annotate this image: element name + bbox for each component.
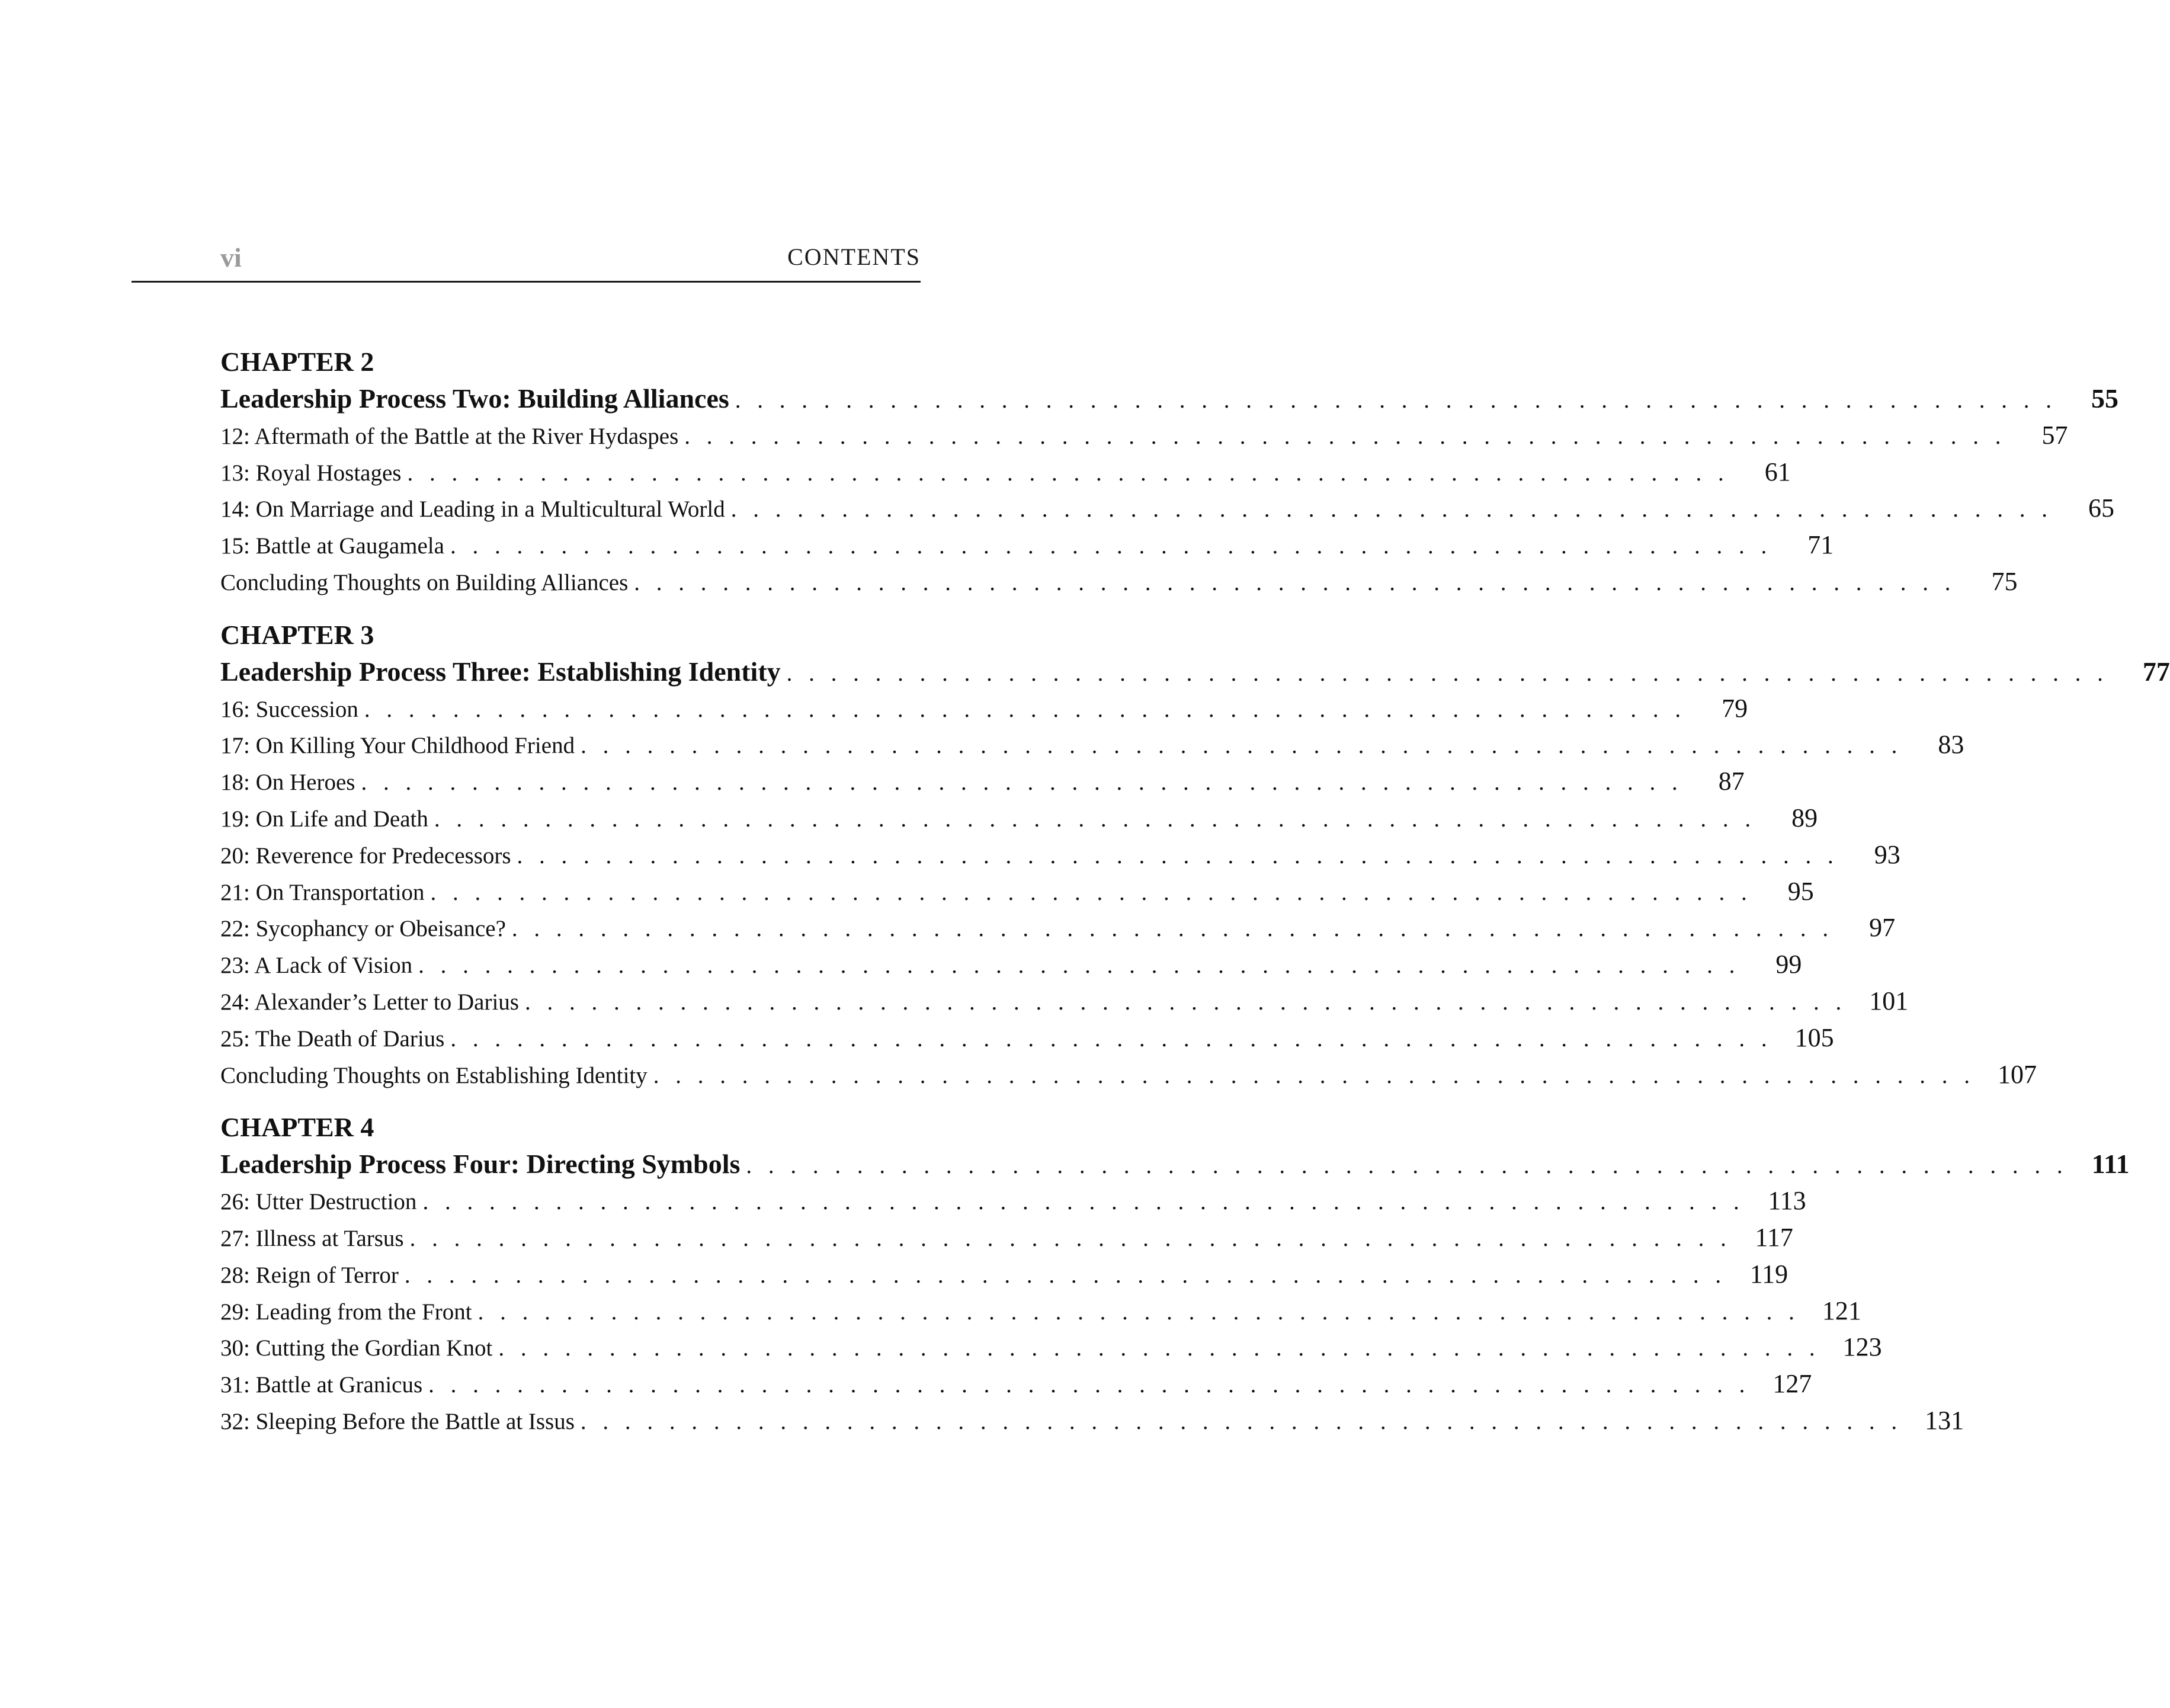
toc-entry[interactable] (220, 1183, 1806, 1219)
entry-title: 32: Sleeping Before the Battle at Issus (220, 1408, 575, 1434)
chapter-title-row[interactable] (220, 653, 2170, 690)
dot-leader: . . . . . . . . . . . . . . . . . . . . . . . . . . . . . . . . . . . . . . . . . . . . . . . . . . . . . . . . . . . . (434, 806, 1756, 832)
entry-title: Concluding Thoughts on Establishing Identity (220, 1062, 648, 1088)
toc-entry[interactable] (220, 1329, 1882, 1366)
dot-leader: . . . . . . . . . . . . . . . . . . . . . . . . . . . . . . . . . . . . . . . . . . . . . . . . . . . . . . . . . . . . (404, 1262, 1727, 1288)
page-number: 61 (1764, 457, 1791, 486)
dot-leader: . . . . . . . . . . . . . . . . . . . . . . . . . . . . . . . . . . . . . . . . . . . . . . . . . . . . . . . . . . . . (422, 1189, 1745, 1215)
page-number: 57 (2041, 420, 2068, 450)
entry-title: 12: Aftermath of the Battle at the River Hydaspes (220, 423, 679, 449)
running-head: CONTENTS (787, 243, 921, 270)
page-number: 71 (1807, 530, 1834, 560)
toc-entry[interactable] (220, 946, 1802, 983)
toc-entry[interactable] (220, 1293, 1861, 1329)
page-number: 117 (1755, 1222, 1793, 1252)
toc-entry[interactable] (220, 454, 1791, 491)
dot-leader: . . . . . . . . . . . . . . . . . . . . . . . . . . . . . . . . . . . . . . . . . . . . . . . . . . . . . . . . . . . . (361, 770, 1683, 796)
dot-leader: . . . . . . . . . . . . . . . . . . . . . . . . . . . . . . . . . . . . . . . . . . . . . . . . . . . . . . . . . . . . (418, 953, 1741, 979)
page-number: 131 (1925, 1405, 1964, 1435)
page-number: 107 (1998, 1059, 2037, 1089)
dot-leader: . . . . . . . . . . . . . . . . . . . . . . . . . . . . . . . . . . . . . . . . . . . . . . . . . . . . . . . . . . . . (428, 1372, 1751, 1398)
entry-title: 30: Cutting the Gordian Knot (220, 1335, 493, 1361)
chapter-4-section (220, 1109, 2130, 1438)
toc-entry[interactable] (220, 1020, 1834, 1056)
entry-title: 15: Battle at Gaugamela (220, 533, 444, 559)
page-number: 75 (1991, 566, 2018, 596)
toc-entry[interactable] (220, 690, 1748, 727)
dot-leader: . . . . . . . . . . . . . . . . . . . . . . . . . . . . . . . . . . . . . . . . . . . . . . . . . . . . . . . . . . . . (409, 1225, 1732, 1251)
dot-leader: . . . . . . . . . . . . . . . . . . . . . . . . . . . . . . . . . . . . . . . . . . . . . . . . . . . . . . . . . . . . (524, 989, 1847, 1015)
chapter-label: CHAPTER 2 (220, 347, 374, 377)
page-number: 101 (1869, 986, 1909, 1015)
dot-leader: . . . . . . . . . . . . . . . . . . . . . . . . . . . . . . . . . . . . . . . . . . . . . . . . . . . . . . . . . . . . (517, 842, 1839, 869)
dot-leader: . . . . . . . . . . . . . . . . . . . . . . . . . . . . . . . . . . . . . . . . . . . . . . . . . . . . . . . . . . . . (580, 1408, 1903, 1434)
entry-title: 17: On Killing Your Childhood Friend (220, 733, 575, 759)
dot-leader: . . . . . . . . . . . . . . . . . . . . . . . . . . . . . . . . . . . . . . . . . . . . . . . . . . . . . . . . . . . . (498, 1335, 1820, 1361)
dot-leader: . . . . . . . . . . . . . . . . . . . . . . . . . . . . . . . . . . . . . . . . . . . . . . . . . . . . . . . . . . . . (364, 696, 1687, 722)
page-number: 93 (1874, 839, 1900, 869)
toc-entry[interactable] (220, 1402, 1964, 1439)
entry-title: 31: Battle at Granicus (220, 1372, 423, 1398)
page-number: 83 (1938, 730, 1964, 760)
toc-entry[interactable] (220, 1256, 1788, 1293)
toc-entry[interactable] (220, 527, 1834, 563)
page-number: 87 (1718, 767, 1745, 796)
toc-entry[interactable] (220, 800, 1818, 837)
page-folio: vi (220, 242, 242, 273)
toc-entry[interactable] (220, 563, 2018, 600)
entry-title: 13: Royal Hostages (220, 460, 402, 486)
page-number: 123 (1842, 1332, 1882, 1362)
entry-title: 28: Reign of Terror (220, 1262, 399, 1288)
chapter-title: Leadership Process Four: Directing Symbols (220, 1149, 741, 1180)
page-number: 89 (1791, 803, 1818, 832)
chapter-title: Leadership Process Three: Establishing Identity (220, 656, 781, 687)
header-rule (132, 281, 921, 283)
toc-entry[interactable] (220, 837, 1900, 873)
chapter-label: CHAPTER 4 (220, 1112, 374, 1143)
chapter-title-row[interactable] (220, 1146, 2130, 1183)
dot-leader: . . . . . . . . . . . . . . . . . . . . . . . . . . . . . . . . . . . . . . . . . . . . . . . . . . . . . . . . . . . . (735, 387, 2057, 413)
entry-title: 18: On Heroes (220, 770, 355, 796)
chapter-title: Leadership Process Two: Building Alliances (220, 383, 729, 414)
dot-leader: . . . . . . . . . . . . . . . . . . . . . . . . . . . . . . . . . . . . . . . . . . . . . . . . . . . . . . . . . . . . (511, 916, 1834, 942)
toc-entry[interactable] (220, 417, 2068, 454)
toc-entry[interactable] (220, 490, 2115, 527)
entry-title: 21: On Transportation (220, 879, 425, 905)
page-header (132, 237, 921, 284)
dot-leader: . . . . . . . . . . . . . . . . . . . . . . . . . . . . . . . . . . . . . . . . . . . . . . . . . . . . . . . . . . . . (786, 660, 2108, 686)
entry-title: 24: Alexander’s Letter to Darius (220, 989, 519, 1015)
entry-title: 19: On Life and Death (220, 806, 428, 832)
dot-leader: . . . . . . . . . . . . . . . . . . . . . . . . . . . . . . . . . . . . . . . . . . . . . . . . . . . . . . . . . . . . (581, 733, 1903, 759)
entry-title: 14: On Marriage and Leading in a Multicultural World (220, 496, 725, 523)
dot-leader: . . . . . . . . . . . . . . . . . . . . . . . . . . . . . . . . . . . . . . . . . . . . . . . . . . . . . . . . . . . . (477, 1299, 1800, 1325)
page-number: 77 (2142, 656, 2170, 687)
entry-title: 25: The Death of Darius (220, 1026, 445, 1052)
dot-leader: . . . . . . . . . . . . . . . . . . . . . . . . . . . . . . . . . . . . . . . . . . . . . . . . . . . . . . . . . . . . (634, 569, 1956, 595)
dot-leader: . . . . . . . . . . . . . . . . . . . . . . . . . . . . . . . . . . . . . . . . . . . . . . . . . . . . . . . . . . . . (407, 460, 1729, 486)
toc-entry[interactable] (220, 909, 1896, 946)
page-number: 95 (1787, 876, 1814, 906)
entry-title: 29: Leading from the Front (220, 1299, 472, 1325)
page-number: 79 (1722, 693, 1748, 723)
page-number: 119 (1749, 1259, 1788, 1289)
page-number: 121 (1822, 1296, 1861, 1325)
toc-entry[interactable] (220, 763, 1745, 800)
entry-title: 27: Illness at Tarsus (220, 1225, 404, 1251)
table-of-contents (220, 344, 2170, 1456)
page-number: 55 (2091, 383, 2119, 414)
dot-leader: . . . . . . . . . . . . . . . . . . . . . . . . . . . . . . . . . . . . . . . . . . . . . . . . . . . . . . . . . . . . (430, 879, 1752, 905)
entry-title: 26: Utter Destruction (220, 1189, 417, 1215)
entry-title: 16: Succession (220, 696, 358, 722)
page-number: 65 (2088, 494, 2115, 523)
entry-title: 22: Sycophancy or Obeisance? (220, 916, 506, 942)
entry-title: Concluding Thoughts on Building Alliances (220, 569, 629, 595)
page-number: 99 (1775, 950, 1802, 979)
chapter-3-section (220, 617, 2170, 1093)
dot-leader: . . . . . . . . . . . . . . . . . . . . . . . . . . . . . . . . . . . . . . . . . . . . . . . . . . . . . . . . . . . . (450, 533, 1772, 559)
chapter-label: CHAPTER 3 (220, 619, 374, 650)
dot-leader: . . . . . . . . . . . . . . . . . . . . . . . . . . . . . . . . . . . . . . . . . . . . . . . . . . . . . . . . . . . . (746, 1153, 2068, 1179)
toc-entry[interactable] (220, 873, 1814, 910)
dot-leader: . . . . . . . . . . . . . . . . . . . . . . . . . . . . . . . . . . . . . . . . . . . . . . . . . . . . . . . . . . . . (730, 496, 2053, 523)
entry-title: 23: A Lack of Vision (220, 953, 413, 979)
page-number: 97 (1869, 913, 1896, 943)
chapter-title-row[interactable] (220, 380, 2119, 417)
dot-leader: . . . . . . . . . . . . . . . . . . . . . . . . . . . . . . . . . . . . . . . . . . . . . . . . . . . . . . . . . . . . (684, 423, 2006, 449)
page-number: 105 (1794, 1023, 1834, 1052)
toc-entry[interactable] (220, 983, 1909, 1020)
page-number: 127 (1772, 1369, 1812, 1399)
dot-leader: . . . . . . . . . . . . . . . . . . . . . . . . . . . . . . . . . . . . . . . . . . . . . . . . . . . . . . . . . . . . (450, 1026, 1772, 1052)
toc-entry[interactable] (220, 1366, 1812, 1402)
page-number: 113 (1768, 1186, 1806, 1216)
dot-leader: . . . . . . . . . . . . . . . . . . . . . . . . . . . . . . . . . . . . . . . . . . . . . . . . . . . . . . . . . . . . (653, 1062, 1976, 1088)
toc-entry[interactable] (220, 726, 1964, 763)
toc-entry[interactable] (220, 1056, 2037, 1093)
entry-title: 20: Reverence for Predecessors (220, 842, 511, 869)
toc-entry[interactable] (220, 1219, 1793, 1256)
chapter-2-section (220, 344, 2119, 600)
page-number: 111 (2091, 1149, 2130, 1180)
